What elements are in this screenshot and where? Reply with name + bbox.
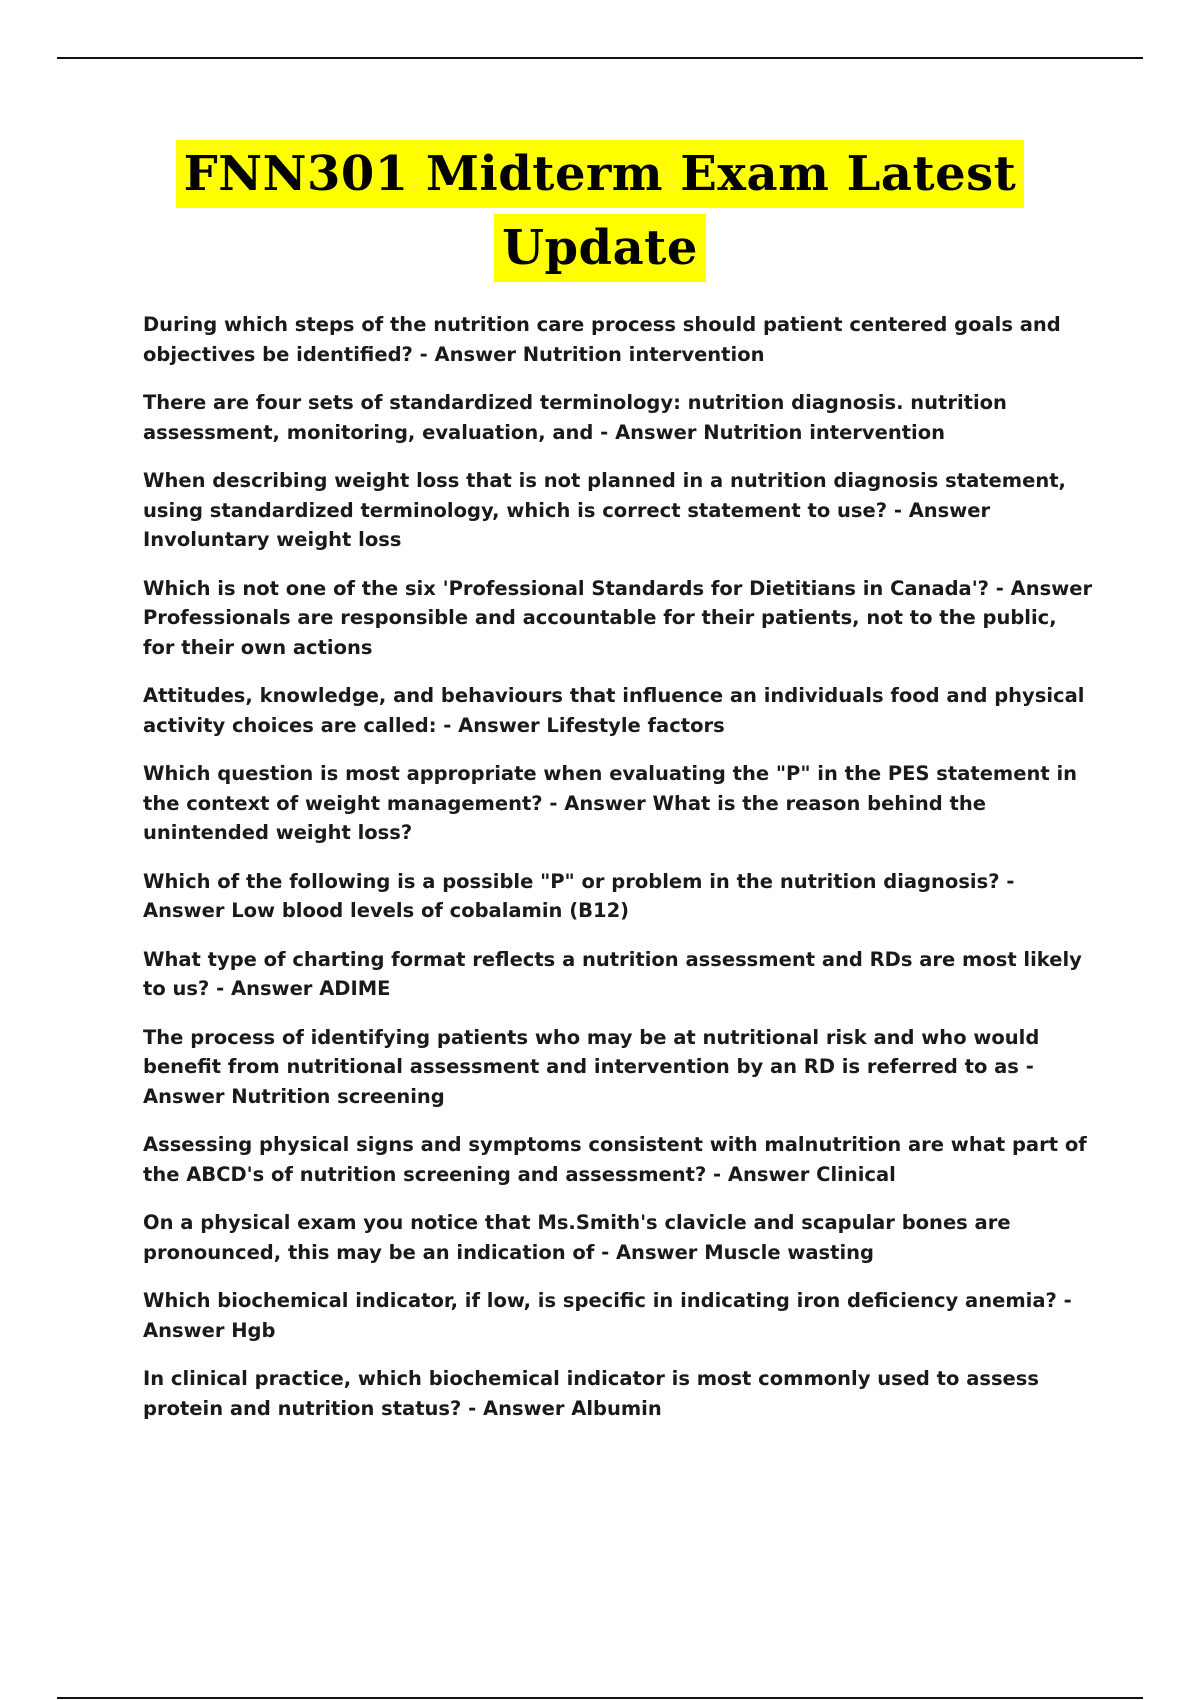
- top-divider: [57, 57, 1143, 59]
- title-line-1: FNN301 Midterm Exam Latest: [176, 140, 1025, 208]
- qa-item: Which question is most appropriate when evaluating the "P" in the PES statement in the context of weight management? - Answer What is the reason behind the unintended weight loss?: [143, 762, 1078, 844]
- qa-item: There are four sets of standardized terminology: nutrition diagnosis. nutrition assessment, monitoring, evaluation, and - Answer Nutrition intervention: [143, 391, 1007, 444]
- qa-item: On a physical exam you notice that Ms.Smith's clavicle and scapular bones are pronounced, this may be an indication of - Answer Muscle wasting: [143, 1211, 1011, 1264]
- qa-item: Which is not one of the six 'Professional Standards for Dietitians in Canada'? - Answer Professionals are responsible and accountable for their patients, not to the public, for their own actions: [143, 576, 1093, 659]
- qa-item: Which biochemical indicator, if low, is specific in indicating iron deficiency anemia? - Answer Hgb: [143, 1289, 1072, 1342]
- qa-item: Which of the following is a possible "P" or problem in the nutrition diagnosis? - Answer Low blood levels of cobalamin (B12): [143, 869, 1015, 922]
- question-answer-list: [143, 310, 1093, 1442]
- document-title: [0, 140, 1200, 282]
- qa-item: Assessing physical signs and symptoms consistent with malnutrition are what part of the ABCD's of nutrition screening and assessment? - Answer Clinical: [143, 1133, 1087, 1186]
- qa-item: The process of identifying patients who may be at nutritional risk and who would benefit from nutritional assessment and intervention by an RD is referred to as - Answer Nutrition screening: [143, 1025, 1040, 1108]
- title-line-2: Update: [494, 214, 706, 282]
- qa-item: When describing weight loss that is not planned in a nutrition diagnosis statement, using standardized terminology, which is correct statement to use? - Answer Involuntary weight loss: [143, 469, 1066, 551]
- qa-item: In clinical practice, which biochemical indicator is most commonly used to assess protein and nutrition status? - Answer Albumin: [143, 1367, 1040, 1420]
- bottom-divider: [57, 1697, 1143, 1699]
- qa-item: During which steps of the nutrition care process should patient centered goals and objectives be identified? - Answer Nutrition intervention: [143, 313, 1061, 366]
- qa-item: What type of charting format reflects a nutrition assessment and RDs are most likely to us? - Answer ADIME: [143, 947, 1082, 1000]
- qa-item: Attitudes, knowledge, and behaviours that influence an individuals food and physical activity choices are called: - Answer Lifestyle factors: [143, 684, 1085, 737]
